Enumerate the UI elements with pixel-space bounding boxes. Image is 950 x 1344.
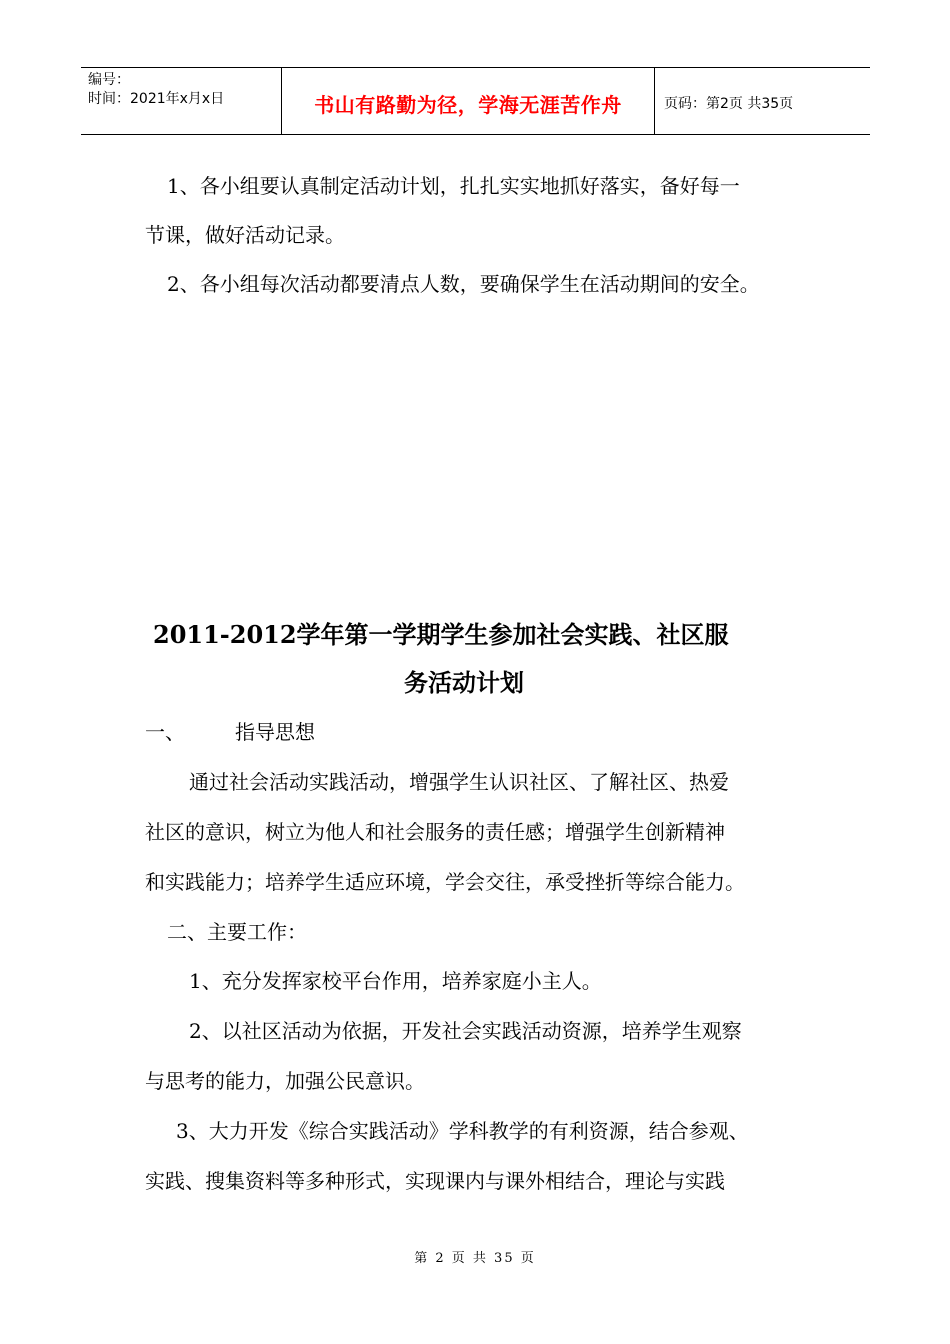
section-1-line-3: 和实践能力；培养学生适应环境，学会交往，承受挫折等综合能力。	[145, 870, 745, 894]
paragraph-1-line-1: 1、各小组要认真制定活动计划，扎扎实实地抓好落实，备好每一	[167, 174, 740, 198]
section-1-line-1: 通过社会活动实践活动，增强学生认识社区、了解社区、热爱	[189, 770, 729, 794]
section-1-number: 一、	[145, 720, 185, 744]
work-item-3-line-1: 3、大力开发《综合实践活动》学科教学的有利资源，结合参观、	[176, 1119, 749, 1143]
work-item-2-line-1: 2、以社区活动为依据，开发社会实践活动资源，培养学生观察	[189, 1019, 742, 1043]
serial-label: 编号：	[88, 72, 130, 88]
section-1-line-2: 社区的意识，树立为他人和社会服务的责任感；增强学生创新精神	[145, 820, 725, 844]
work-item-1-line-1: 1、充分发挥家校平台作用，培养家庭小主人。	[189, 969, 602, 993]
header-meta-cell	[81, 68, 282, 134]
motto-text: 书山有路勤为径，学海无涯苦作舟	[314, 92, 622, 117]
document-title-line-2: 务活动计划	[404, 668, 524, 697]
page-info: 页码：第2页 共35页	[664, 96, 794, 112]
work-item-3-line-2: 实践、搜集资料等多种形式，实现课内与课外相结合，理论与实践	[145, 1169, 725, 1193]
header-page-cell	[655, 68, 870, 134]
section-1-title: 指导思想	[235, 720, 315, 744]
header-motto-cell	[282, 68, 655, 134]
paragraph-1-line-2: 节课，做好活动记录。	[145, 223, 345, 247]
section-2-heading: 二、主要工作：	[167, 920, 307, 944]
header-table	[81, 67, 870, 135]
page-footer: 第 2 页 共 35 页	[414, 1251, 536, 1266]
work-item-2-line-2: 与思考的能力，加强公民意识。	[145, 1069, 425, 1093]
document-title-line-1: 2011-2012学年第一学期学生参加社会实践、社区服	[153, 620, 729, 649]
paragraph-2-line-1: 2、各小组每次活动都要清点人数，要确保学生在活动期间的安全。	[167, 272, 760, 296]
time-label: 时间：2021年x月x日	[88, 91, 225, 107]
